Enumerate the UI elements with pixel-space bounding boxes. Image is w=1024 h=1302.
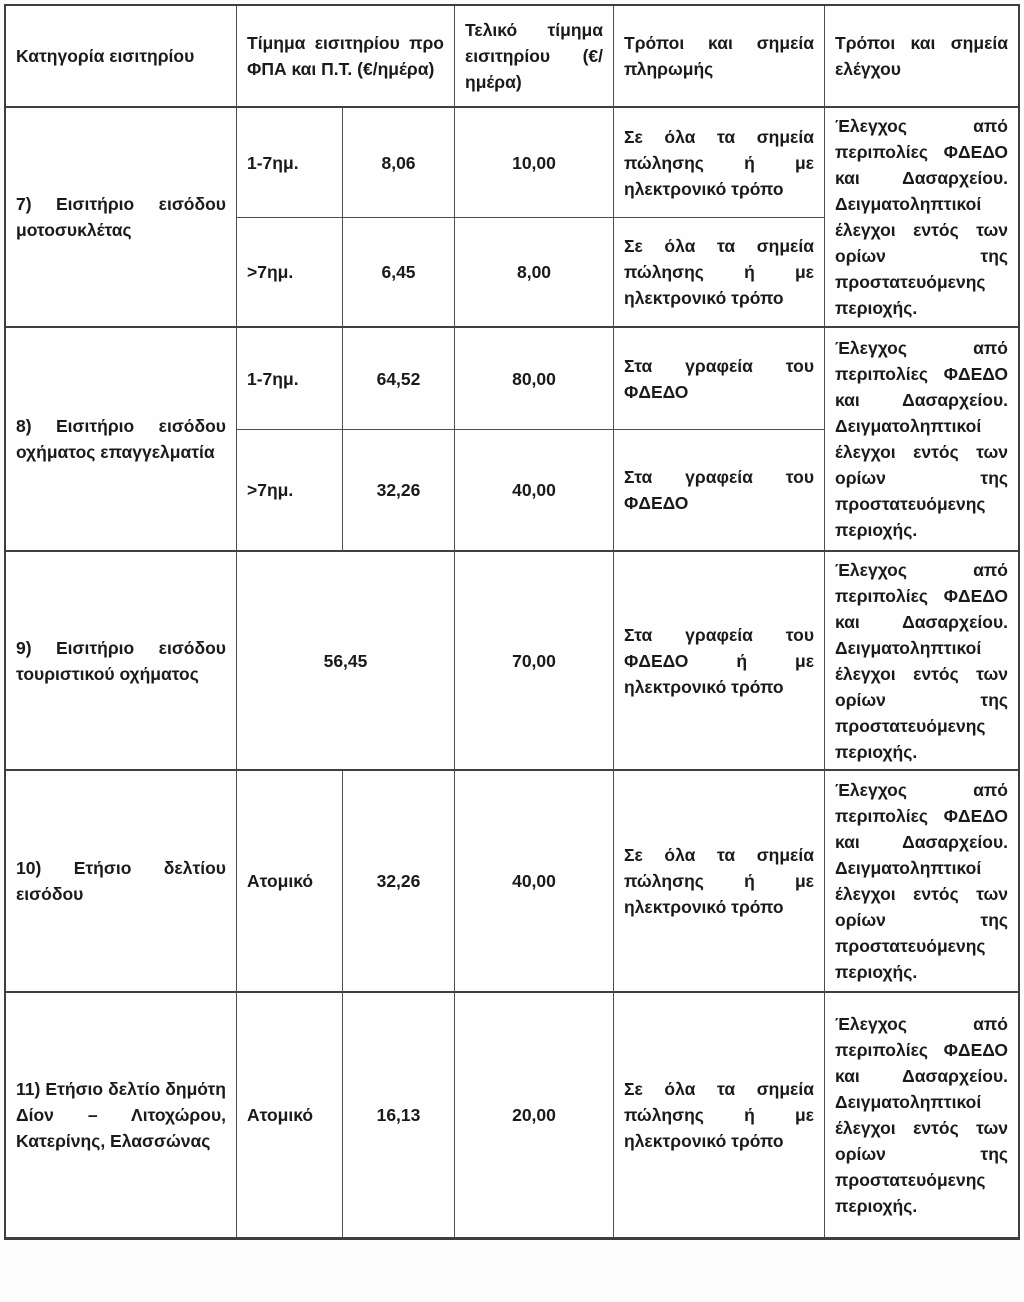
header-payment-cell (614, 6, 825, 108)
period-cell-8a (237, 328, 343, 430)
payment-cell-7b (614, 218, 825, 328)
category-text-7: 7) Εισιτήριο εισόδου μοτοσυκλέτας (16, 194, 226, 240)
final-price-text-9: 70,00 (512, 650, 556, 671)
control-cell-7 (825, 108, 1018, 328)
control-text-9: Έλεγχος από περιπολίες ΦΔΕΔΟ και Δασαρχείου. Δειγματοληπτικοί έλεγχοι εντός των ορίων της προστατευόμενης περιοχής. (835, 559, 1008, 762)
control-text-11: Έλεγχος από περιπολίες ΦΔΕΔΟ και Δασαρχείου. Δειγματοληπτικοί έλεγχοι εντός των ορίων της προστατευόμενης περιοχής. (835, 1014, 1008, 1216)
payment-text-8a: Στα γραφεία του ΦΔΕΔΟ (624, 355, 814, 402)
category-text-9: 9) Εισιτήριο εισόδου τουριστικού οχήματος (16, 637, 226, 684)
price-pre-vat-cell-9 (237, 552, 455, 771)
final-price-cell-9 (455, 552, 614, 771)
category-cell-9 (6, 552, 237, 771)
price-pre-vat-text-8a: 64,52 (376, 368, 421, 389)
payment-text-7a: Σε όλα τα σημεία πώλησης ή με ηλεκτρονικό τρόπο (624, 126, 814, 199)
payment-text-9: Στα γραφεία του ΦΔΕΔΟ ή με ηλεκτρονικό τρόπο (624, 624, 814, 697)
price-pre-vat-cell-10 (343, 771, 455, 993)
payment-cell-9 (614, 552, 825, 771)
final-price-cell-7b (455, 218, 614, 328)
period-cell-10 (237, 771, 343, 993)
control-text-8: Έλεγχος από περιπολίες ΦΔΕΔΟ και Δασαρχείου. Δειγματοληπτικοί έλεγχοι εντός των ορίων της προστατευόμενης περιοχής. (835, 338, 1008, 540)
period-text-8a: 1-7ημ. (247, 368, 299, 389)
control-cell-8 (825, 328, 1018, 552)
period-cell-11 (237, 993, 343, 1237)
control-cell-9 (825, 552, 1018, 771)
control-text-7: Έλεγχος από περιπολίες ΦΔΕΔΟ και Δασαρχείου. Δειγματοληπτικοί έλεγχοι εντός των ορίων της προστατευόμενης περιοχής. (835, 116, 1008, 318)
price-pre-vat-text-11: 16,13 (376, 1105, 421, 1125)
price-pre-vat-cell-8b (343, 430, 455, 552)
price-pre-vat-cell-7b (343, 218, 455, 328)
payment-text-10: Σε όλα τα σημεία πώλησης ή με ηλεκτρονικό τρόπο (624, 845, 814, 917)
price-pre-vat-text-8b: 32,26 (376, 480, 421, 500)
period-text-7a: 1-7ημ. (247, 152, 299, 173)
final-price-text-10: 40,00 (512, 871, 556, 891)
final-price-cell-10 (455, 771, 614, 993)
header-category-text: Κατηγορία εισιτηρίου (16, 46, 195, 66)
final-price-text-8a: 80,00 (512, 368, 556, 389)
price-pre-vat-text-10: 32,26 (376, 871, 421, 891)
payment-cell-8b (614, 430, 825, 552)
header-final-price-text: Τελικό τίμημα εισιτηρίου (€/ημέρα) (465, 20, 603, 92)
payment-text-7b: Σε όλα τα σημεία πώλησης ή με ηλεκτρονικό τρόπο (624, 236, 814, 308)
header-control-cell (825, 6, 1018, 108)
header-price-pre-vat-cell (237, 6, 455, 108)
price-pre-vat-cell-7a (343, 108, 455, 218)
header-control-text: Τρόποι και σημεία ελέγχου (835, 33, 1008, 79)
period-cell-7a (237, 108, 343, 218)
control-cell-11 (825, 993, 1018, 1237)
price-pre-vat-text-7b: 6,45 (381, 262, 416, 282)
category-cell-7 (6, 108, 237, 328)
final-price-text-7b: 8,00 (516, 262, 552, 282)
payment-cell-11 (614, 993, 825, 1237)
header-final-price-cell (455, 6, 614, 108)
final-price-text-7a: 10,00 (512, 152, 556, 173)
final-price-text-11: 20,00 (512, 1105, 556, 1125)
price-pre-vat-cell-11 (343, 993, 455, 1237)
price-pre-vat-text-7a: 8,06 (381, 152, 416, 173)
payment-cell-10 (614, 771, 825, 993)
final-price-cell-7a (455, 108, 614, 218)
period-text-10: Ατομικό (247, 871, 314, 891)
payment-text-8b: Στα γραφεία του ΦΔΕΔΟ (624, 467, 814, 513)
category-text-11: 11) Ετήσιο δελτίο δημότη Δίον – Λιτοχώρου, Κατερίνης, Ελασσώνας (16, 1079, 226, 1151)
header-payment-text: Τρόποι και σημεία πληρωμής (624, 33, 814, 79)
category-text-10: 10) Ετήσιο δελτίου εισόδου (16, 858, 226, 904)
payment-cell-8a (614, 328, 825, 430)
category-cell-10 (6, 771, 237, 993)
period-text-7b: >7ημ. (247, 262, 294, 282)
category-text-8: 8) Εισιτήριο εισόδου οχήματος επαγγελματία (16, 416, 226, 462)
final-price-cell-11 (455, 993, 614, 1237)
price-pre-vat-text-9: 56,45 (323, 650, 368, 671)
final-price-cell-8b (455, 430, 614, 552)
header-price-pre-vat-text: Τίμημα εισιτηρίου προ ΦΠΑ και Π.Τ. (€/ημέρα) (247, 33, 444, 79)
category-cell-8 (6, 328, 237, 552)
category-cell-11 (6, 993, 237, 1237)
ticket-pricing-table (4, 4, 1020, 1240)
final-price-text-8b: 40,00 (512, 480, 556, 500)
period-cell-8b (237, 430, 343, 552)
period-text-8b: >7ημ. (247, 480, 294, 500)
period-text-11: Ατομικό (247, 1105, 314, 1125)
period-cell-7b (237, 218, 343, 328)
header-category-cell (6, 6, 237, 108)
control-text-10: Έλεγχος από περιπολίες ΦΔΕΔΟ και Δασαρχείου. Δειγματοληπτικοί έλεγχοι εντός των ορίων της προστατευόμενης περιοχής. (835, 780, 1008, 982)
payment-cell-7a (614, 108, 825, 218)
final-price-cell-8a (455, 328, 614, 430)
payment-text-11: Σε όλα τα σημεία πώλησης ή με ηλεκτρονικό τρόπο (624, 1079, 814, 1151)
price-pre-vat-cell-8a (343, 328, 455, 430)
control-cell-10 (825, 771, 1018, 993)
